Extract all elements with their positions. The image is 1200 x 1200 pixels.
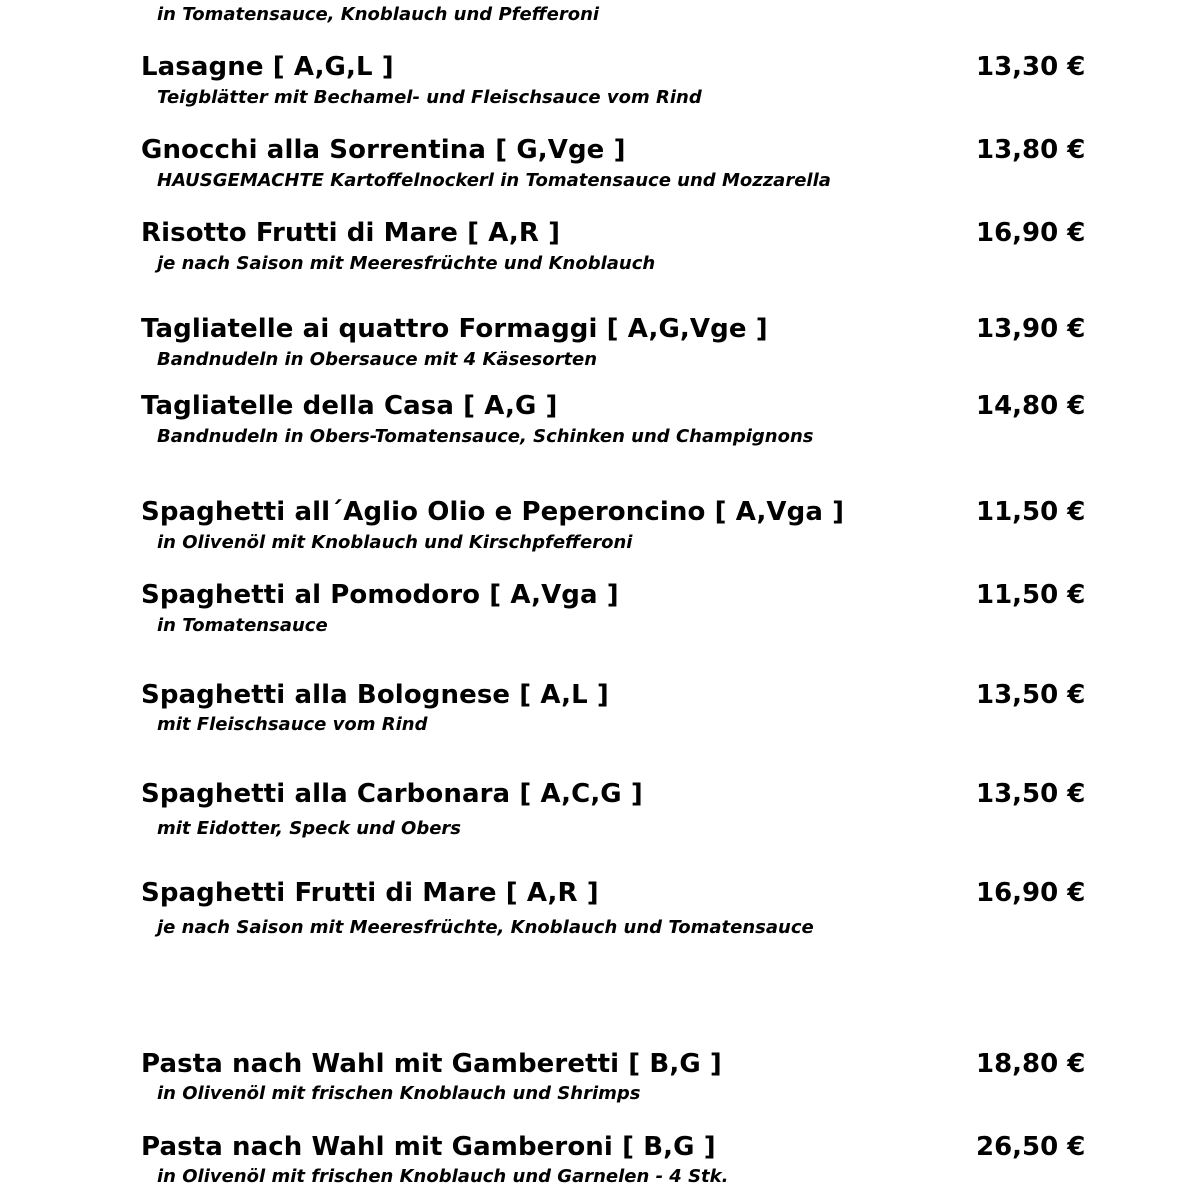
item-name: Spaghetti alla Bolognese [ A,L ] <box>141 680 609 710</box>
item-price: 13,50 € <box>976 680 1086 710</box>
item-description: je nach Saison mit Meeresfrüchte und Knoblauch <box>157 253 656 274</box>
item-name: Risotto Frutti di Mare [ A,R ] <box>141 218 561 248</box>
item-name: Gnocchi alla Sorrentina [ G,Vge ] <box>141 135 626 165</box>
item-description: mit Fleischsauce vom Rind <box>157 714 428 735</box>
item-price: 11,50 € <box>976 580 1086 610</box>
item-price: 11,50 € <box>976 497 1086 527</box>
item-name: Spaghetti Frutti di Mare [ A,R ] <box>141 878 599 908</box>
item-price: 13,90 € <box>976 314 1086 344</box>
item-price: 16,90 € <box>976 218 1086 248</box>
item-description: in Tomatensauce, Knoblauch und Pfefferoni <box>157 4 600 25</box>
item-price: 18,80 € <box>976 1049 1086 1079</box>
item-name: Spaghetti al Pomodoro [ A,Vga ] <box>141 580 619 610</box>
item-name: Spaghetti alla Carbonara [ A,C,G ] <box>141 779 643 809</box>
item-description: Bandnudeln in Obersauce mit 4 Käsesorten <box>157 349 598 370</box>
item-price: 13,50 € <box>976 779 1086 809</box>
item-description: mit Eidotter, Speck und Obers <box>157 818 461 839</box>
item-description: in Olivenöl mit frischen Knoblauch und Garnelen - 4 Stk. <box>157 1166 729 1187</box>
item-description: Bandnudeln in Obers-Tomatensauce, Schinken und Champignons <box>157 426 814 447</box>
item-name: Tagliatelle ai quattro Formaggi [ A,G,Vge ] <box>141 314 768 344</box>
item-price: 14,80 € <box>976 391 1086 421</box>
item-name: Pasta nach Wahl mit Gamberetti [ B,G ] <box>141 1049 722 1079</box>
item-description: Teigblätter mit Bechamel- und Fleischsauce vom Rind <box>157 87 702 108</box>
item-price: 13,30 € <box>976 52 1086 82</box>
item-price: 13,80 € <box>976 135 1086 165</box>
item-description: in Olivenöl mit Knoblauch und Kirschpfefferoni <box>157 532 633 553</box>
item-description: in Tomatensauce <box>157 615 328 636</box>
item-price: 26,50 € <box>976 1132 1086 1162</box>
item-description: in Olivenöl mit frischen Knoblauch und Shrimps <box>157 1083 641 1104</box>
item-description: je nach Saison mit Meeresfrüchte, Knoblauch und Tomatensauce <box>157 917 814 938</box>
item-name: Tagliatelle della Casa [ A,G ] <box>141 391 558 421</box>
item-name: Spaghetti all´Aglio Olio e Peperoncino [ A,Vga ] <box>141 497 845 527</box>
item-price: 16,90 € <box>976 878 1086 908</box>
item-name: Lasagne [ A,G,L ] <box>141 52 394 82</box>
item-name: Pasta nach Wahl mit Gamberoni [ B,G ] <box>141 1132 716 1162</box>
item-description: HAUSGEMACHTE Kartoffelnockerl in Tomatensauce und Mozzarella <box>157 170 831 191</box>
